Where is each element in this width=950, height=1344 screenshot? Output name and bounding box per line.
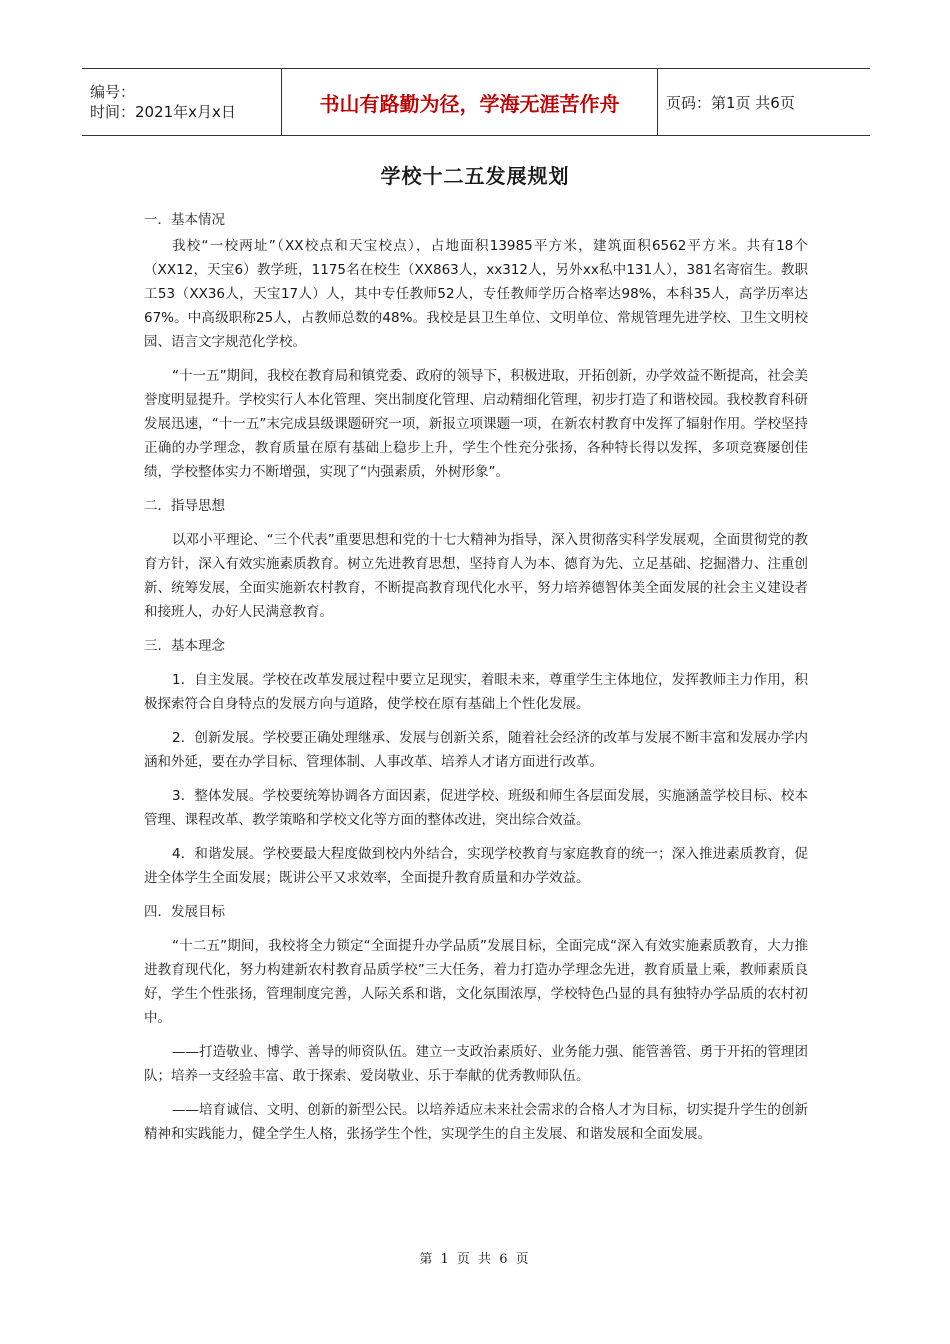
header-page-cell <box>658 69 870 135</box>
paragraph: 4．和谐发展。学校要最大程度做到校内外结合，实现学校教育与家庭教育的统一；深入推进素质教育，促进全体学生全面发展；既讲公平又求效率，全面提升教育质量和办学效益。 <box>144 846 808 886</box>
footer-page-number: 第 1 页 共 6 页 <box>419 1252 531 1267</box>
section-heading: 二．指导思想 <box>144 498 225 514</box>
paragraph: 2．创新发展。学校要正确处理继承、发展与创新关系，随着社会经济的改革与发展不断丰富和发展办学内涵和外延，要在办学目标、管理体制、人事改革、培养人才诸方面进行改革。 <box>144 730 808 770</box>
paragraph: 我校“一校两址”（XX校点和天宝校点），占地面积13985平方米，建筑面积6562平方米。共有18个（XX12，天宝6）教学班，1175名在校生（XX863人，xx312人，另外xx私中131人），381名寄宿生。教职工53（XX36人，天宝17人）人，其中专任教师52人，专任教师学历合格率达98%，本科35人，高学历率达67%。中高级职称25人，占教师总数的48%。我校是县卫生单位、文明单位、常规管理先进学校、卫生文明校园、语言文字规范化学校。 <box>144 238 808 350</box>
header-table <box>82 68 870 136</box>
paragraph: ——培育诚信、文明、创新的新型公民。以培养适应未来社会需求的合格人才为目标，切实提升学生的创新精神和实践能力，健全学生人格，张扬学生个性，实现学生的自主发展、和谐发展和全面发展。 <box>144 1102 808 1142</box>
document-body <box>144 208 808 1156</box>
paragraph: 3．整体发展。学校要统筹协调各方面因素，促进学校、班级和师生各层面发展，实施涵盖学校目标、校本管理、课程改革、教学策略和学校文化等方面的整体改进，突出综合效益。 <box>144 788 808 828</box>
paragraph: 1．自主发展。学校在改革发展过程中要立足现实，着眼未来，尊重学生主体地位，发挥教师主力作用，积极探索符合自身特点的发展方向与道路，使学校在原有基础上个性化发展。 <box>144 672 808 712</box>
document-date-label: 时间：2021年x月x日 <box>90 103 236 121</box>
header-motto-cell <box>282 69 658 135</box>
section-heading: 一．基本情况 <box>144 212 225 228</box>
document-title: 学校十二五发展规划 <box>380 164 570 188</box>
paragraph: “十一五”期间，我校在教育局和镇党委、政府的领导下，积极进取，开拓创新，办学效益不断提高，社会美誉度明显提升。学校实行人本化管理、突出制度化管理、启动精细化管理，初步打造了和谐校园。我校教育科研发展迅速，“十一五”末完成县级课题研究一项，新报立项课题一项，在新农村教育中发挥了辐射作用。学校坚持正确的办学理念，教育质量在原有基础上稳步上升，学生个性充分张扬，各种特长得以发挥，多项竞赛屡创佳绩，学校整体实力不断增强，实现了“内强素质，外树形象”。 <box>144 368 808 480</box>
header-motto: 书山有路勤为径，学海无涯苦作舟 <box>319 91 620 116</box>
document-number-label: 编号： <box>90 83 136 101</box>
header-info-cell <box>82 69 282 135</box>
section-heading: 三．基本理念 <box>144 638 225 654</box>
section-heading: 四．发展目标 <box>144 904 225 920</box>
paragraph: 以邓小平理论、“三个代表”重要思想和党的十七大精神为指导，深入贯彻落实科学发展观，全面贯彻党的教育方针，深入有效实施素质教育。树立先进教育思想，坚持育人为本、德育为先、立足基础、挖掘潜力、注重创新、统筹发展，全面实施新农村教育，不断提高教育现代化水平，努力培养德智体美全面发展的社会主义建设者和接班人，办好人民满意教育。 <box>144 532 808 620</box>
paragraph: ——打造敬业、博学、善导的师资队伍。建立一支政治素质好、业务能力强、能管善管、勇于开拓的管理团队；培养一支经验丰富、敢于探索、爱岗敬业、乐于奉献的优秀教师队伍。 <box>144 1044 808 1084</box>
header-page-number: 页码：第1页 共6页 <box>666 93 795 112</box>
paragraph: “十二五”期间，我校将全力锁定“全面提升办学品质”发展目标，全面完成“深入有效实施素质教育，大力推进教育现代化，努力构建新农村教育品质学校”三大任务，着力打造办学理念先进，教育质量上乘，教师素质良好，学生个性张扬，管理制度完善，人际关系和谐，文化氛围浓厚，学校特色凸显的具有独特办学品质的农村初中。 <box>144 938 808 1026</box>
